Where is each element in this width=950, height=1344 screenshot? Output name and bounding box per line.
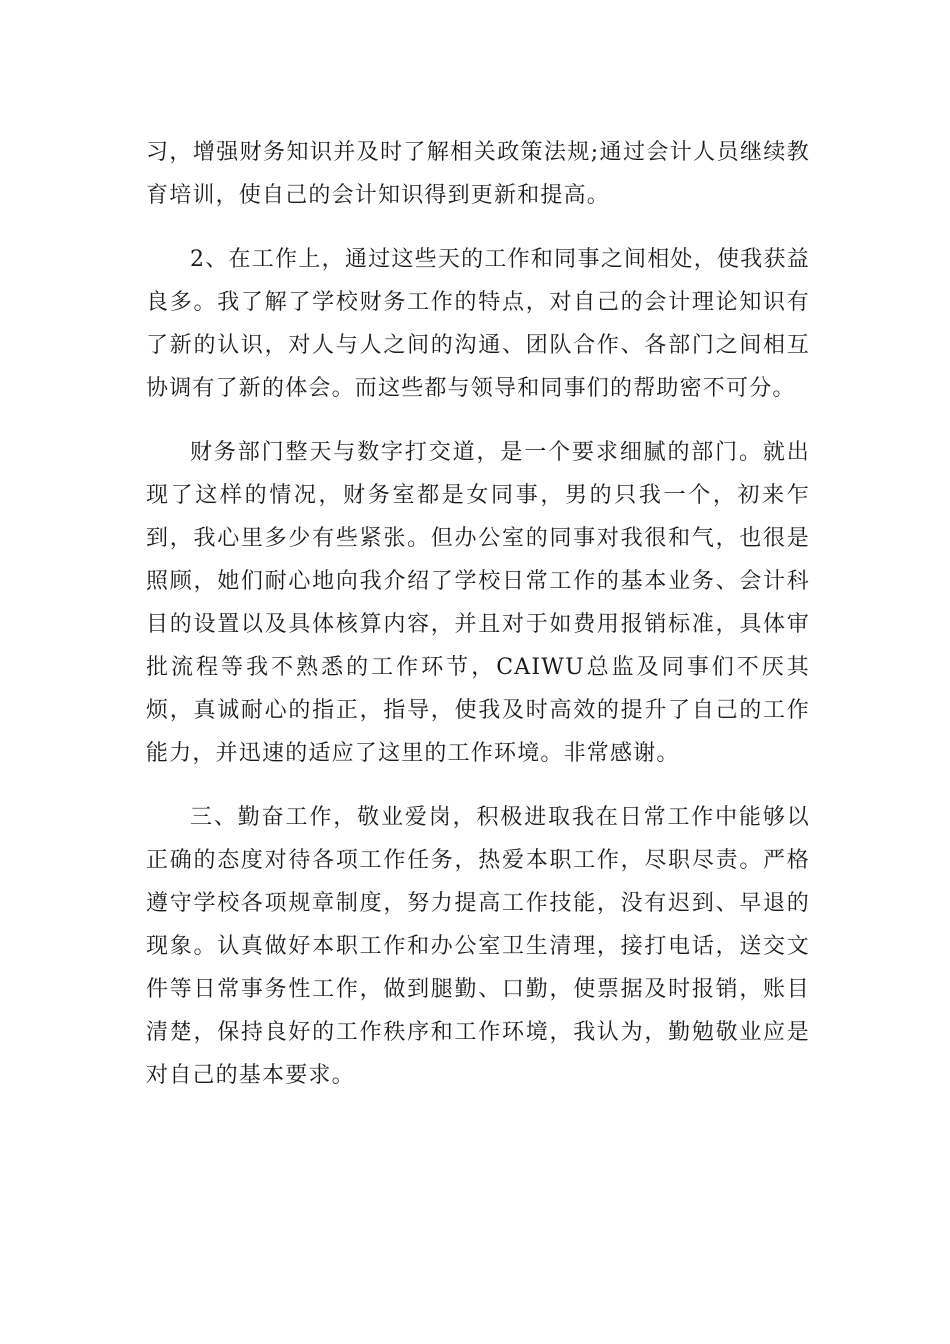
- document-body: [146, 131, 810, 1097]
- paragraph-continuation: 习，增强财务知识并及时了解相关政策法规;通过会计人员继续教育培训，使自己的会计知识得到更新和提高。: [146, 140, 810, 208]
- paragraph-work-experience: 2、在工作上，通过这些天的工作和同事之间相处，使我获益良多。我了解了学校财务工作的特点，对自己的会计理论知识有了新的认识，对人与人之间的沟通、团队合作、各部门之间相互协调有了新的体会。而这些都与领导和同事们的帮助密不可分。: [146, 247, 810, 401]
- paragraph-finance-department: 财务部门整天与数字打交道，是一个要求细腻的部门。就出现了这样的情况，财务室都是女同事，男的只我一个，初来乍到，我心里多少有些紧张。但办公室的同事对我很和气，也很是照顾，她们耐心地向我介绍了学校日常工作的基本业务、会计科目的设置以及具体核算内容，并且对于如费用报销标准，具体审批流程等我不熟悉的工作环节，CAIWU总监及同事们不厌其烦，真诚耐心的指正，指导，使我及时高效的提升了自己的工作能力，并迅速的适应了这里的工作环境。非常感谢。: [146, 440, 810, 766]
- paragraph-diligent-work: 三、勤奋工作，敬业爱岗，积极进取我在日常工作中能够以正确的态度对待各项工作任务，热爱本职工作，尽职尽责。严格遵守学校各项规章制度，努力提高工作技能，没有迟到、早退的现象。认真做好本职工作和办公室卫生清理，接打电话，送交文件等日常事务性工作，做到腿勤、口勤，使票据及时报销，账目清楚，保持良好的工作秩序和工作环境，我认为，勤勉敬业应是对自己的基本要求。: [146, 805, 810, 1088]
